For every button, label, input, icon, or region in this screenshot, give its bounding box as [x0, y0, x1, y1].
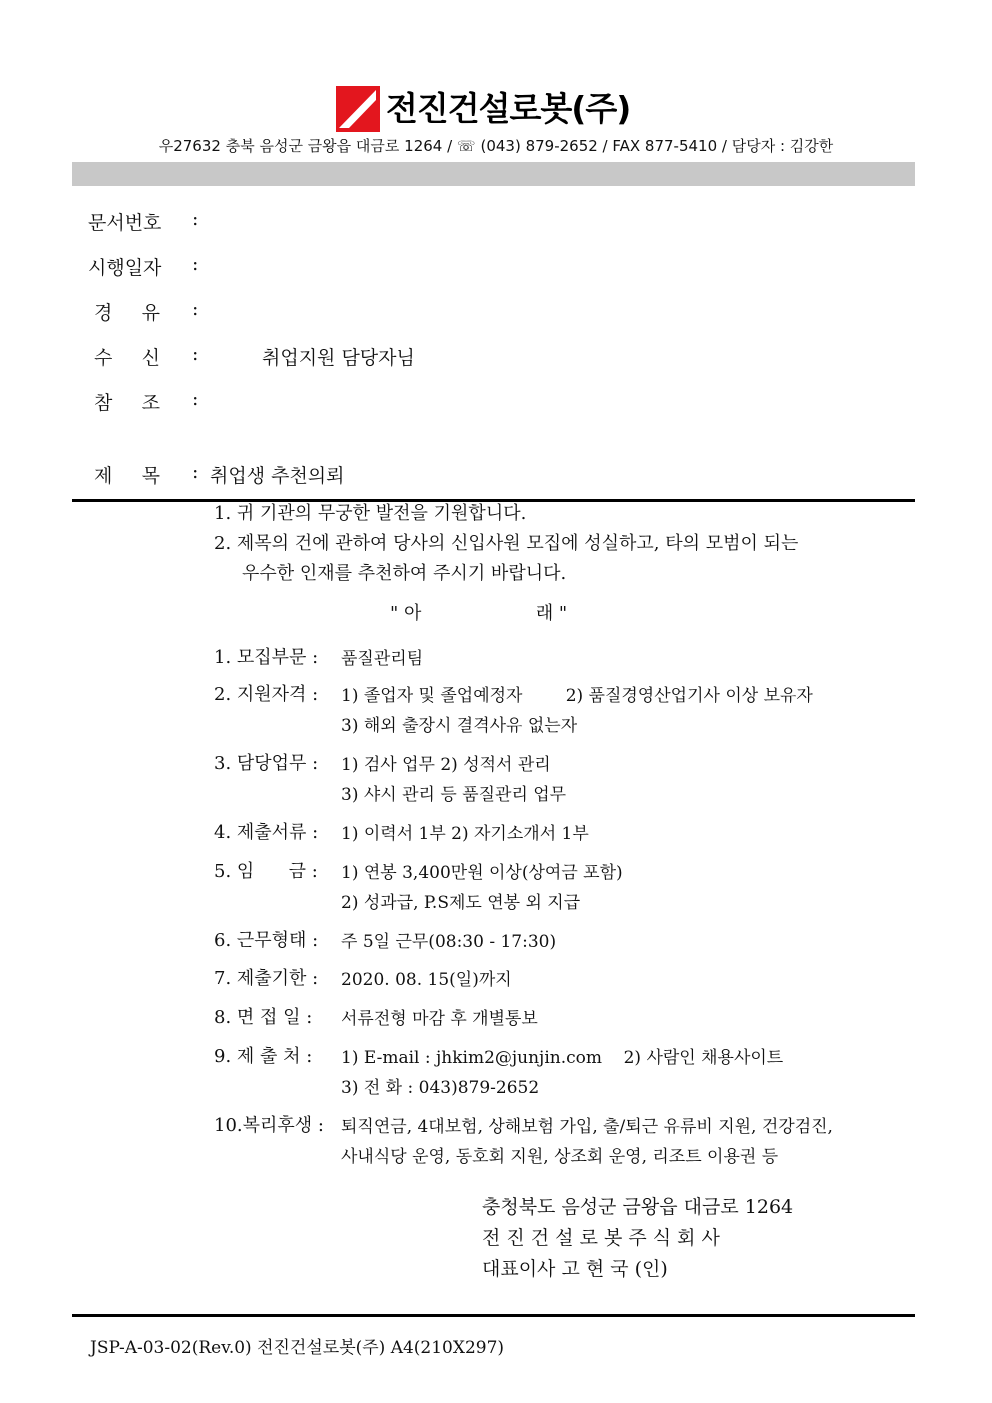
recipient-value: 취업지원 담당자님 [262, 347, 415, 369]
company-name: 전진건설로봇(주) [386, 89, 631, 128]
item-work-type-line-1: 주 5일 근무(08:30 - 17:30) [341, 932, 557, 952]
letterhead-bar [72, 162, 915, 186]
via-colon: : [192, 298, 199, 320]
item-salary-line-1: 1) 연봉 3,400만원 이상(상여금 포함) [341, 863, 623, 883]
letterhead-address: 우27632 충북 음성군 금왕읍 대금로 1264 / ☏ (043) 879-2652 / FAX 877-5410 / 담당자 : 김강한 [158, 137, 834, 155]
item-recruit-dept-label: 1. 모집부문 : [214, 647, 319, 668]
item-duties-line-2: 3) 샤시 관리 등 품질관리 업무 [341, 785, 567, 805]
subject-label: 제 목 [94, 465, 160, 487]
item-interview-line-1: 서류전형 마감 후 개별통보 [341, 1009, 538, 1029]
recipient-colon: : [192, 343, 199, 365]
item-submit-to-label: 9. 제 출 처 : [214, 1046, 313, 1067]
signature-ceo: 대표이사 고 현 국 (인) [482, 1258, 668, 1280]
doc-number-colon: : [192, 208, 199, 230]
item-benefits-line-1: 퇴직연금, 4대보험, 상해보험 가입, 출/퇴근 유류비 지원, 건강검진, [341, 1117, 833, 1137]
item-qualification-line-2: 3) 해외 출장시 결격사유 없는자 [341, 716, 578, 736]
item-benefits-line-2: 사내식당 운영, 동호회 지원, 상조회 운영, 리조트 이용권 등 [341, 1147, 779, 1167]
intro-line-3: 우수한 인재를 추천하여 주시기 바랍니다. [242, 563, 567, 584]
issue-date-label: 시행일자 [88, 257, 162, 279]
notice-heading: " 아 래 " [390, 603, 568, 624]
item-qualification-line-1: 1) 졸업자 및 졸업예정자 2) 품질경영산업기사 이상 보유자 [341, 686, 813, 706]
footer-code: JSP-A-03-02(Rev.0) 전진건설로봇(주) A4(210X297) [90, 1338, 505, 1358]
item-submit-to-line-2: 3) 전 화 : 043)879-2652 [341, 1078, 540, 1098]
reference-colon: : [192, 388, 199, 410]
subject-colon: : [192, 461, 199, 483]
intro-line-1: 1. 귀 기관의 무궁한 발전을 기원합니다. [214, 503, 527, 524]
company-logo-mark-icon [336, 86, 380, 132]
intro-line-2: 2. 제목의 건에 관하여 당사의 신입사원 모집에 성실하고, 타의 모범이 되는 [214, 533, 799, 554]
item-duties-label: 3. 담당업무 : [214, 753, 319, 774]
item-benefits-label: 10.복리후생 : [214, 1115, 324, 1136]
item-interview-label: 8. 면 접 일 : [214, 1007, 313, 1028]
company-logo [336, 86, 630, 132]
signature-address: 충청북도 음성군 금왕읍 대금로 1264 [482, 1196, 794, 1218]
divider-bottom [72, 1314, 915, 1317]
item-deadline-label: 7. 제출기한 : [214, 968, 319, 989]
item-duties-line-1: 1) 검사 업무 2) 성적서 관리 [341, 755, 551, 775]
reference-label: 참 조 [94, 392, 160, 414]
item-submit-to-line-1: 1) E-mail : jhkim2@junjin.com 2) 사람인 채용사이트 [341, 1048, 784, 1068]
item-salary-label: 5. 임 금 : [214, 861, 318, 882]
item-documents-label: 4. 제출서류 : [214, 822, 319, 843]
issue-date-colon: : [192, 253, 199, 275]
doc-number-label: 문서번호 [88, 212, 162, 234]
via-label: 경 유 [94, 302, 160, 324]
item-salary-line-2: 2) 성과급, P.S제도 연봉 외 지급 [341, 893, 581, 913]
recipient-label: 수 신 [94, 347, 160, 369]
item-deadline-line-1: 2020. 08. 15(일)까지 [341, 970, 512, 990]
signature-company: 전 진 건 설 로 봇 주 식 회 사 [482, 1227, 720, 1249]
item-recruit-dept-line-1: 품질관리팀 [341, 649, 424, 669]
subject-value: 취업생 추천의뢰 [210, 465, 345, 487]
item-documents-line-1: 1) 이력서 1부 2) 자기소개서 1부 [341, 824, 589, 844]
item-qualification-label: 2. 지원자격 : [214, 684, 319, 705]
item-work-type-label: 6. 근무형태 : [214, 930, 319, 951]
